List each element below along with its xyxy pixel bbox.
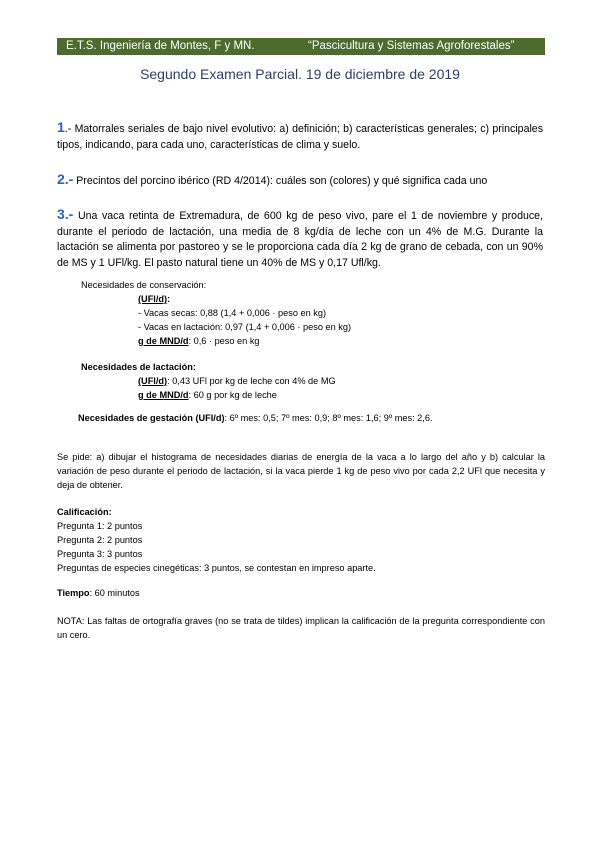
lactacion-ufl: [138, 374, 336, 388]
lactacion-heading: Necesidades de lactación:: [81, 362, 196, 372]
question-2-number: 2.-: [57, 171, 74, 187]
conservacion-lactacion: - Vacas en lactación: 0,97 (1,4 + 0,006 · peso en kg): [138, 322, 352, 332]
tiempo-label: Tiempo: [57, 588, 90, 598]
lactacion-ufl-value: : 0,43 UFl por kg de leche con 4% de MG: [167, 376, 336, 386]
conservacion-ufl-label: (UFl/d): [138, 294, 168, 304]
nota-paragraph: NOTA: Las faltas de ortografía graves (no se trata de tildes) implican la calificación de la pregunta correspondiente con un cero.: [57, 616, 545, 640]
tiempo-line: [57, 586, 140, 600]
conservacion-mnd-label: g de MND/d: [138, 336, 189, 346]
header-banner: [57, 38, 545, 55]
lactacion-ufl-label: (UFl/d): [138, 376, 168, 386]
question-1: [57, 120, 543, 153]
conservacion-ufl: [138, 292, 170, 306]
tiempo-value: : 60 minutos: [89, 588, 140, 598]
question-1-number: 1: [57, 119, 65, 135]
calificacion-item: Pregunta 2: 2 puntos: [57, 535, 143, 545]
gestacion-heading: Necesidades de gestación (UFl/d): [78, 413, 225, 423]
header-course: “Pascicultura y Sistemas Agroforestales”: [308, 40, 515, 52]
calificacion-item: Pregunta 1: 2 puntos: [57, 521, 143, 531]
gestacion-line: [78, 411, 433, 425]
question-3-text: Una vaca retinta de Extremadura, de 600 kg de peso vivo, pare el 1 de noviembre y produce, durante el periodo de lactación, una media de 8 kg/día de leche con un 4% de M.G. Durante la lactación se alimenta por pastoreo y se le proporciona cada día 2 kg de grano de cebada, con un 90% de MS y 1 UFl/kg. El pasto natural tiene un 40% de MS y 0,17 Ufl/kg.: [57, 210, 543, 269]
header-school: E.T.S. Ingeniería de Montes, F y MN.: [66, 40, 255, 52]
question-2-text: Precintos del porcino ibérico (RD 4/2014): cuáles son (colores) y qué significa cada uno: [73, 175, 488, 187]
conservacion-mnd-value: : 0,6 · peso en kg: [188, 336, 260, 346]
conservacion-ufl-colon: :: [167, 294, 171, 304]
question-3: [57, 207, 543, 271]
calificacion-item: Pregunta 3: 3 puntos: [57, 549, 143, 559]
page-title: Segundo Examen Parcial. 19 de diciembre de 2019: [140, 66, 460, 82]
lactacion-mnd-value: : 60 g por kg de leche: [188, 390, 277, 400]
calificacion-heading: Calificación:: [57, 507, 112, 517]
lactacion-mnd-label: g de MND/d: [138, 390, 189, 400]
question-2: [57, 172, 543, 190]
question-3-number: 3.-: [57, 206, 74, 222]
conservacion-secas: - Vacas secas: 0,88 (1,4 + 0,006 · peso en kg): [138, 308, 327, 318]
conservacion-mnd: [138, 334, 260, 348]
gestacion-value: : 6º mes: 0,5; 7º mes: 0,9; 8º mes: 1,6; 9º mes: 2,6.: [224, 413, 433, 423]
question-1-text: .- Matorrales seriales de bajo nivel evolutivo: a) definición; b) características generales; c) principales tipos, indicando, para cada uno, características de clima y suelo.: [57, 123, 543, 151]
calificacion-item: Preguntas de especies cinegéticas: 3 puntos, se contestan en impreso aparte.: [57, 563, 376, 573]
conservacion-heading: Necesidades de conservación:: [81, 280, 207, 290]
lactacion-mnd: [138, 388, 277, 402]
se-pide-paragraph: Se pide: a) dibujar el histograma de necesidades diarias de energía de la vaca a lo largo del año y b) calcular la variación de peso durante el periodo de lactación, si la vaca pierde 1 kg de peso vivo por cada 2,2 UFl que necesita y deja de obtener.: [57, 452, 545, 490]
